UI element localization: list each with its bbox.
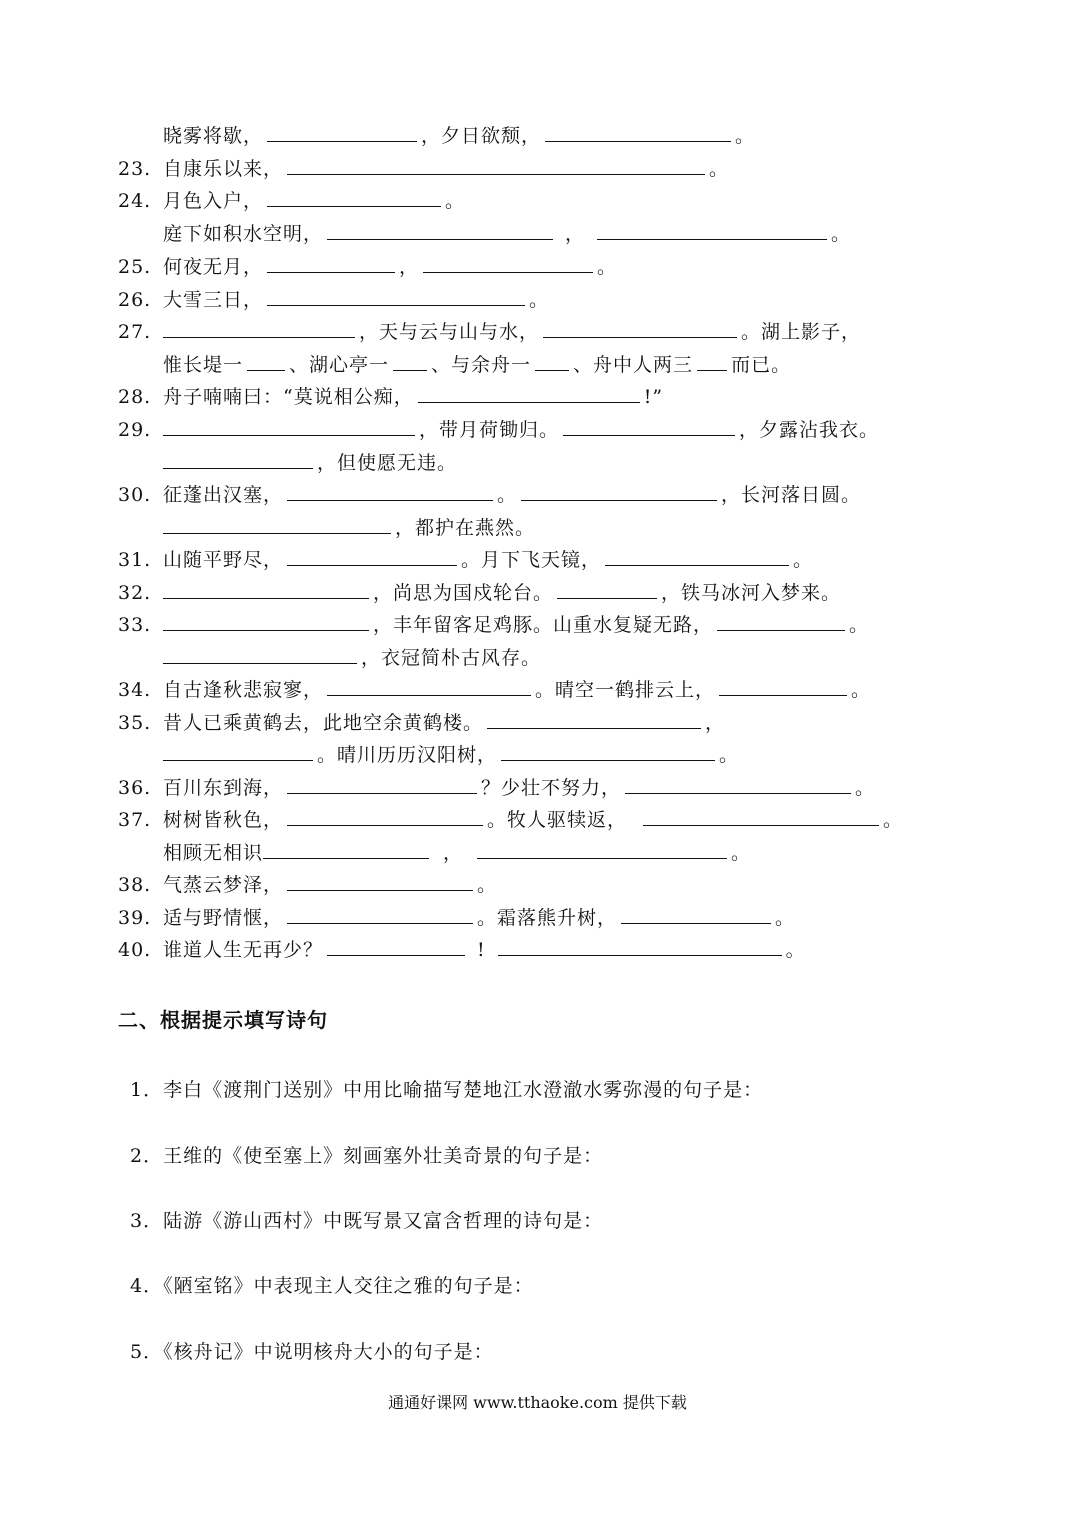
item-text: ，尚思为国戍轮台。 (373, 582, 554, 604)
item-text: 适与野情惬， (163, 907, 284, 929)
item-number: 31. (118, 549, 152, 571)
item-text: 。晴空一鹤排云上， (535, 679, 716, 701)
item-text: 。湖上影子， (741, 321, 862, 343)
item-number: 36. (118, 777, 152, 799)
item-30 (118, 478, 861, 510)
answer-blank[interactable] (423, 250, 593, 273)
item-text: 气蒸云梦泽， (163, 874, 284, 896)
item-number: 33. (118, 614, 152, 636)
item-text: ， (443, 842, 464, 864)
answer-blank[interactable] (287, 771, 477, 794)
answer-blank[interactable] (247, 348, 285, 371)
answer-blank[interactable] (418, 380, 640, 403)
item-34 (118, 673, 871, 705)
answer-blank[interactable] (263, 836, 429, 859)
item-text: 月色入户， (163, 190, 264, 212)
item-33 (118, 608, 869, 640)
question-3: 3．陆游《游山西村》中既写景又富含哲理的诗句是： (130, 1210, 604, 1232)
answer-blank[interactable] (267, 119, 417, 142)
item-text: 、舟中人两三 (573, 354, 694, 376)
item-36 (118, 771, 875, 803)
item-38 (118, 868, 497, 900)
item-text: 树树皆秋色， (163, 809, 284, 831)
item-number: 23. (118, 158, 152, 180)
item-text: 大雪三日， (163, 289, 264, 311)
item-text: 而已。 (731, 354, 792, 376)
item-28 (118, 380, 663, 412)
item-text: 晓雾将歇， (163, 125, 264, 147)
item-text: ， (399, 256, 420, 278)
question-4: 4．《陋室铭》中表现主人交往之雅的句子是： (130, 1275, 534, 1297)
item-35-cont (118, 738, 739, 770)
answer-blank[interactable] (287, 803, 483, 826)
question-2: 2．王维的《使至塞上》刻画塞外壮美奇景的句子是： (130, 1145, 604, 1167)
answer-blank[interactable] (643, 803, 879, 826)
item-number: 27. (118, 321, 152, 343)
item-text: 自古逢秋悲寂寥， (163, 679, 324, 701)
answer-blank[interactable] (163, 738, 313, 761)
answer-blank[interactable] (287, 868, 473, 891)
answer-blank[interactable] (697, 348, 727, 371)
item-text: ，丰年留客足鸡豚。山重水复疑无路， (373, 614, 714, 636)
answer-blank[interactable] (477, 836, 727, 859)
answer-blank[interactable] (543, 315, 737, 338)
answer-blank[interactable] (487, 706, 701, 729)
answer-blank[interactable] (393, 348, 427, 371)
item-text: ，夕露沾我衣。 (739, 419, 880, 441)
item-text: ，但使愿无违。 (317, 452, 458, 474)
item-text: 。 (851, 679, 872, 701)
item-text: 。 (529, 289, 550, 311)
answer-blank[interactable] (163, 641, 357, 664)
page-footer: 通通好课网 www.tthaoke.com 提供下载 (388, 1393, 687, 1412)
item-number: 32. (118, 582, 152, 604)
item-23 (118, 152, 729, 184)
item-number: 38. (118, 874, 152, 896)
item-text: 。 (883, 809, 904, 831)
item-text: ，带月荷锄归。 (419, 419, 560, 441)
item-text: 。 (719, 744, 740, 766)
item-text: 。 (785, 939, 806, 961)
answer-blank[interactable] (625, 771, 851, 794)
item-number: 37. (118, 809, 152, 831)
answer-blank[interactable] (545, 119, 731, 142)
answer-blank[interactable] (163, 576, 369, 599)
item-text: 。 (735, 125, 756, 147)
item-text: ，都护在燕然。 (395, 517, 536, 539)
answer-blank[interactable] (605, 543, 789, 566)
item-text: 。 (831, 223, 852, 245)
answer-blank[interactable] (501, 738, 715, 761)
item-25 (118, 250, 617, 282)
answer-blank[interactable] (498, 933, 782, 956)
item-text: !” (643, 386, 664, 408)
item-text: 相顾无相识 (163, 842, 264, 864)
item-number: 28. (118, 386, 152, 408)
item-37 (118, 803, 903, 835)
item-27-cont (118, 348, 791, 380)
answer-blank[interactable] (287, 152, 705, 175)
answer-blank[interactable] (287, 901, 473, 924)
answer-blank[interactable] (327, 933, 465, 956)
item-29 (118, 413, 879, 445)
item-text: 。牧人驱犊返， (487, 809, 628, 831)
answer-blank[interactable] (163, 315, 355, 338)
item-text: 。晴川历历汉阳树， (317, 744, 498, 766)
item-number: 34. (118, 679, 152, 701)
item-text: 山随平野尽， (163, 549, 284, 571)
item-24-cont (118, 217, 851, 249)
item-32 (118, 576, 841, 608)
item-text: 。 (855, 777, 876, 799)
item-39 (118, 901, 795, 933)
answer-blank[interactable] (521, 478, 717, 501)
item-text: 自康乐以来， (163, 158, 284, 180)
item-number: 25. (118, 256, 152, 278)
item-text: 谁道人生无再少？ (163, 939, 324, 961)
item-24 (118, 184, 465, 216)
answer-blank[interactable] (287, 543, 457, 566)
item-number: 30. (118, 484, 152, 506)
item-40 (118, 933, 806, 965)
item-text: 。 (597, 256, 618, 278)
item-number: 26. (118, 289, 152, 311)
item-text: 舟子喃喃曰：“莫说相公痴， (163, 386, 414, 408)
item-text: 。 (497, 484, 518, 506)
item-37-cont (118, 836, 751, 868)
answer-blank[interactable] (327, 217, 553, 240)
item-text: 昔人已乘黄鹤去，此地空余黄鹤楼。 (163, 712, 484, 734)
item-30-cont (118, 511, 535, 543)
item-text: 征蓬出汉塞， (163, 484, 284, 506)
answer-blank[interactable] (719, 673, 847, 696)
item-text: 惟长堤一 (163, 354, 244, 376)
answer-blank[interactable] (327, 673, 531, 696)
section-2-heading: 二、根据提示填写诗句 (118, 1008, 328, 1032)
item-text: 庭下如积水空明， (163, 223, 324, 245)
answer-blank[interactable] (163, 511, 391, 534)
item-text: 百川东到海， (163, 777, 284, 799)
item-text: 。 (731, 842, 752, 864)
item-text: 。月下飞天镜， (461, 549, 602, 571)
item-text: 。 (709, 158, 730, 180)
item-text: ， (565, 223, 586, 245)
item-text: 何夜无月， (163, 256, 264, 278)
answer-blank[interactable] (597, 217, 827, 240)
item-number: 40. (118, 939, 152, 961)
item-text: ，长河落日圆。 (721, 484, 862, 506)
answer-blank[interactable] (163, 446, 313, 469)
item-text: 。 (793, 549, 814, 571)
question-1: 1．李白《渡荆门送别》中用比喻描写楚地江水澄澈水雾弥漫的句子是： (130, 1079, 764, 1101)
item-text: 。 (445, 190, 466, 212)
item-26 (118, 283, 549, 315)
item-text: ! (477, 939, 486, 961)
item-31 (118, 543, 813, 575)
item-text: 、与余舟一 (431, 354, 532, 376)
item-text: 。 (477, 874, 498, 896)
item-text: 。 (775, 907, 796, 929)
answer-blank[interactable] (267, 184, 441, 207)
item-number: 24. (118, 190, 152, 212)
item-text: ，天与云与山与水， (359, 321, 540, 343)
item-text: ，铁马冰河入梦来。 (661, 582, 842, 604)
item-text: ，夕日欲颓， (421, 125, 542, 147)
item-text: 。 (849, 614, 870, 636)
answer-blank[interactable] (535, 348, 569, 371)
item-text: 、湖心亭一 (289, 354, 390, 376)
answer-blank[interactable] (163, 608, 369, 631)
answer-blank[interactable] (717, 608, 845, 631)
item-number: 29. (118, 419, 152, 441)
item-text: ？少壮不努力， (481, 777, 622, 799)
answer-blank[interactable] (163, 413, 415, 436)
item-number: 39. (118, 907, 152, 929)
answer-blank[interactable] (267, 250, 395, 273)
item-text: ， (705, 712, 726, 734)
item-33-cont (118, 641, 541, 673)
item-text: ，衣冠简朴古风存。 (361, 647, 542, 669)
answer-blank[interactable] (557, 576, 657, 599)
question-5: 5．《核舟记》中说明核舟大小的句子是： (130, 1341, 494, 1363)
item-35 (118, 706, 725, 738)
answer-blank[interactable] (287, 478, 493, 501)
answer-blank[interactable] (563, 413, 735, 436)
item-text: 。霜落熊升树， (477, 907, 618, 929)
item-29-cont (118, 446, 457, 478)
answer-blank[interactable] (621, 901, 771, 924)
answer-blank[interactable] (267, 283, 525, 306)
item-22-cont (118, 119, 755, 151)
item-number: 35. (118, 712, 152, 734)
item-27 (118, 315, 861, 347)
